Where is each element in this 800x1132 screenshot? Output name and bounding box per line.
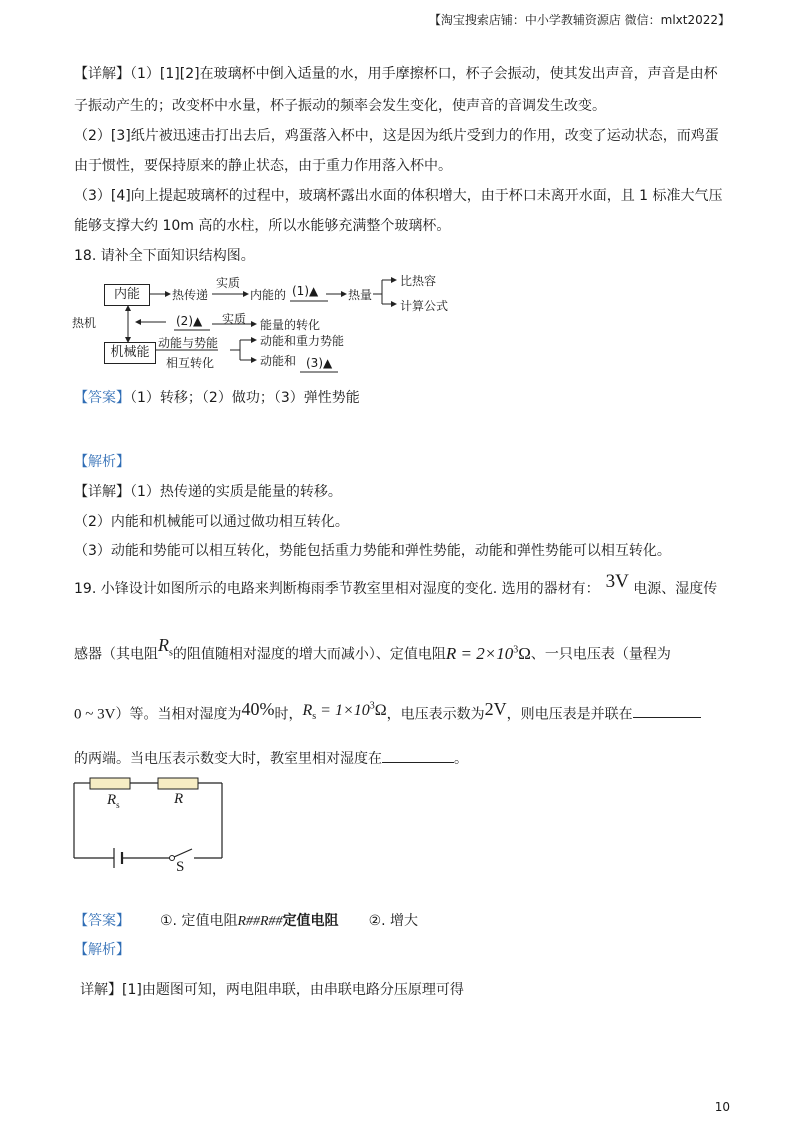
q19-l2-c: 、一只电压表（量程为: [530, 646, 671, 663]
blank-2: (2)▲: [176, 314, 203, 328]
q19-answer-1b: 定值电阻: [282, 913, 339, 929]
q19-l1-a: 19. 小锋设计如图所示的电路来判断梅雨季节教室里相对湿度的变化. 选用的器材有：: [74, 581, 600, 597]
q19-l3-b: 时，: [274, 706, 303, 723]
circuit-diagram: [70, 775, 240, 875]
label-energy-conversion: 能量的转化: [260, 318, 321, 332]
label-kinetic-potential: 动能与势能: [158, 336, 219, 350]
label-kinetic-gravity: 动能和重力势能: [260, 334, 345, 348]
q17-p2a: （2）[3]纸片被迅速击打出去后，鸡蛋落入杯中，这是因为纸片受到力的作用，改变了运动状态，而鸡蛋: [74, 128, 719, 144]
label-essence-2: 实质: [222, 312, 247, 326]
q19-rs-symbol: $R_s$: [158, 634, 173, 659]
label-formula: 计算公式: [400, 299, 449, 313]
q19-line3: [74, 700, 701, 731]
rs-resistor: [90, 778, 130, 789]
label-heat-transfer: 热传递: [172, 288, 209, 302]
q19-l3-a: ）等。当相对湿度为: [115, 706, 242, 723]
label-heat: 热量: [348, 288, 373, 302]
label-heat-engine: 热机: [72, 316, 97, 330]
answer-tag: 【答案】: [74, 913, 130, 929]
answer-tag: 【答案】: [74, 390, 130, 406]
label-kinetic-and: 动能和: [260, 354, 297, 368]
q18-answer: （1）转移；（2）做功；（3）弹性势能: [130, 390, 360, 406]
blank-3: (3)▲: [306, 356, 333, 370]
q17-p3b: 能够支撑大约 10m 高的水柱，所以水能够充满整个玻璃杯。: [74, 218, 451, 234]
box-internal-energy: 内能: [104, 284, 150, 306]
blank-1: (1)▲: [292, 284, 319, 298]
q19-l3-c: ，电压表示数为: [386, 706, 485, 723]
q19-l4-b: 。: [454, 751, 468, 767]
q18-d3: （3）动能和势能可以相互转化，势能包括重力势能和弹性势能，动能和弹性势能可以相互转化。: [74, 543, 671, 559]
answer-blank-1[interactable]: [633, 703, 701, 718]
q19-l2-b: 的阻值随相对湿度的增大而减小）、定值电阻: [172, 646, 446, 663]
q19-answer-line: [74, 911, 418, 932]
q19-answer-2: ②. 增大: [368, 913, 419, 929]
label-specific-heat: 比热容: [400, 274, 437, 288]
q19-r-formula: $R = 2\times 10^3\Omega$: [445, 643, 531, 663]
detail-tag: 【详解】: [74, 484, 130, 500]
q17-p1b: 子振动产生的；改变杯中水量，杯子振动的频率会发生变化，使声音的音调发生改变。: [74, 98, 606, 114]
switch-contact: [170, 856, 175, 861]
knowledge-structure-diagram: [70, 272, 470, 378]
q19-voltmeter-reading: 2V: [484, 699, 507, 720]
label-internal-energy-of: 内能的: [250, 288, 287, 302]
q19-l3-d: ，则电压表是并联在: [506, 706, 633, 723]
q19-analysis-tag: 【解析】: [74, 942, 130, 958]
q19-voltage: 3V: [605, 571, 629, 592]
label-essence-1: 实质: [216, 276, 241, 290]
q19-line4: [74, 748, 468, 769]
box-mechanical-energy: 机械能: [104, 342, 156, 364]
q19-l1-b: 电源、湿度传: [628, 581, 718, 597]
page-number: 10: [714, 1100, 730, 1114]
q18-stem: 18. 请补全下面知识结构图。: [74, 248, 255, 264]
q17-p3a: （3）[4]向上提起玻璃杯的过程中，玻璃杯露出水面的体积增大，由于杯口未离开水面，且 1 标准大气压: [74, 188, 723, 204]
q19-detail-start: 详解】[1]由题图可知，两电阻串联，由串联电路分压原理可得: [80, 982, 464, 998]
detail-tag: 【详解】: [74, 66, 130, 82]
q19-humidity: 40%: [241, 699, 275, 720]
q17-p2b: 由于惯性，要保持原来的静止状态，由于重力作用落入杯中。: [74, 158, 452, 174]
circuit-label-s: S: [176, 859, 185, 875]
q19-answer-1: ①. 定值电阻: [160, 913, 238, 929]
q19-l4-a: 的两端。当电压表示数变大时，教室里相对湿度在: [74, 751, 382, 767]
q19-answer-r: R##R##: [237, 914, 283, 929]
label-mutual-conversion: 相互转化: [166, 356, 215, 370]
answer-blank-2[interactable]: [382, 748, 454, 763]
q18-analysis-tag: 【解析】: [74, 454, 130, 470]
q19-l2-a: 感器（其电阻: [74, 646, 158, 663]
q19-range: 0 ~ 3V: [74, 706, 116, 723]
q19-line1: [74, 571, 718, 599]
q17-detail-line1: [74, 64, 718, 84]
switch-lever: [174, 849, 192, 857]
q19-line2: [74, 634, 671, 671]
q18-answer-line: [74, 388, 360, 408]
q18-d1: （1）热传递的实质是能量的转移。: [130, 484, 342, 500]
header-shop-text: 【淘宝搜索店铺：中小学教辅资源店 微信：mlxt2022】: [428, 13, 730, 27]
circuit-label-rs: $R_s$: [107, 792, 120, 810]
q18-d2: （2）内能和机械能可以通过做功相互转化。: [74, 514, 349, 530]
q19-rs-formula: $R_s = 1\times 10^3\Omega$: [302, 701, 387, 723]
circuit-label-r: R: [174, 791, 184, 807]
q18-detail-line1: [74, 482, 342, 502]
q17-p1a: （1）[1][2]在玻璃杯中倒入适量的水，用手摩擦杯口，杯子会振动，使其发出声音，声音是由杯: [130, 66, 718, 82]
r-resistor: [158, 778, 198, 789]
